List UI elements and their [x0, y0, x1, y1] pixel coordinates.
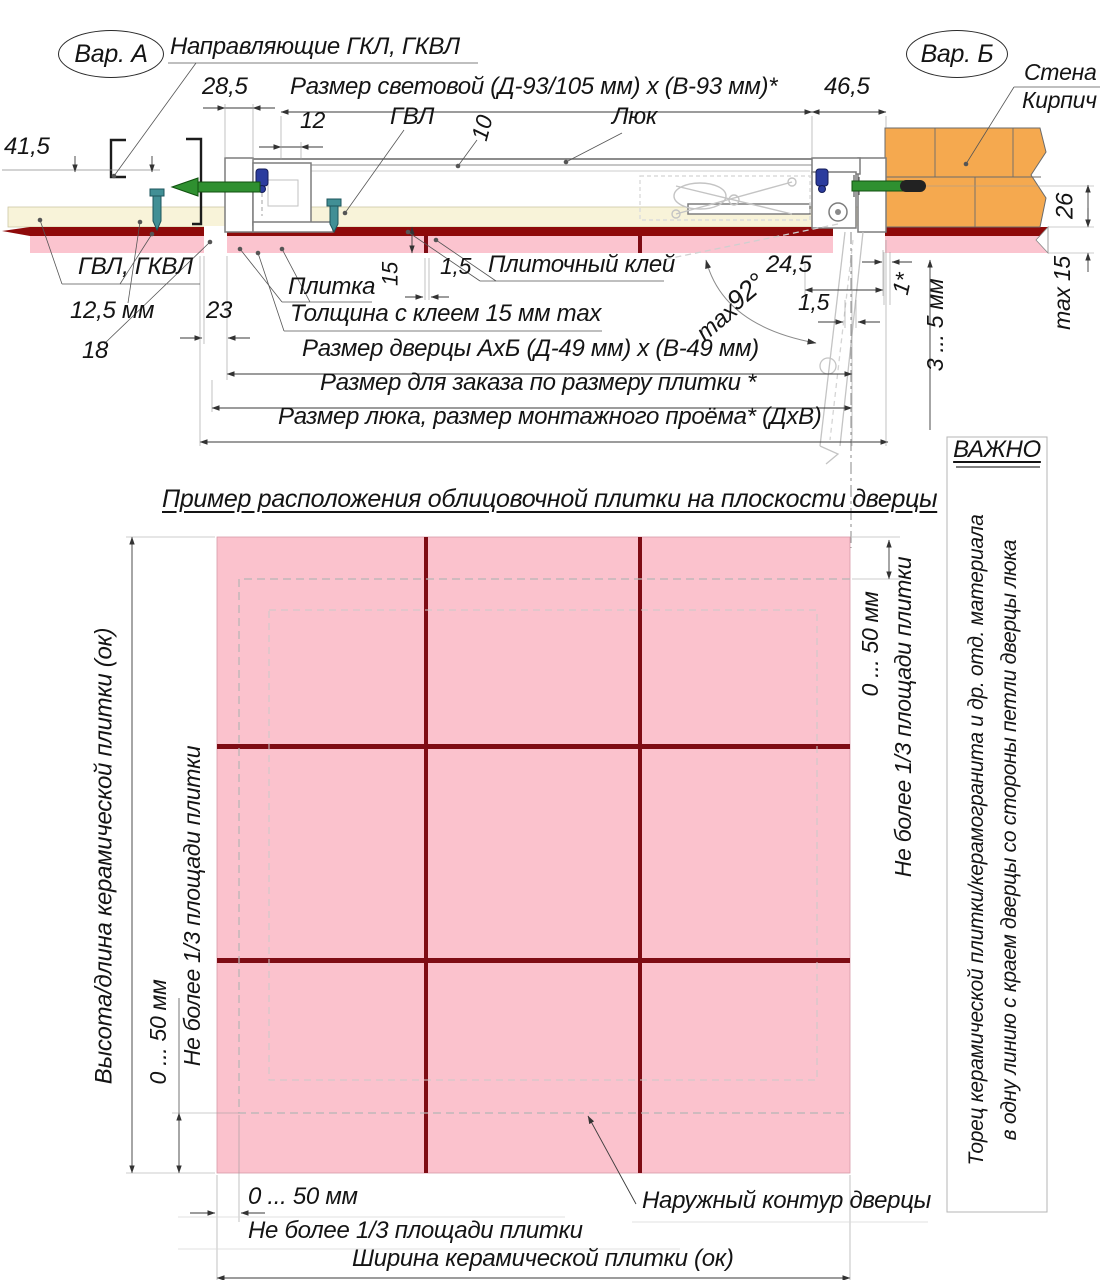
clip-blue [256, 169, 828, 193]
hatch-lid [253, 159, 815, 171]
label-tile-height: Высота/длина керамической плитки (ок) [90, 627, 118, 1085]
dim-41-5: 41,5 [4, 133, 50, 160]
right-dim-1-3: Не более 1/3 площади плитки [889, 556, 916, 878]
dim-3-5-mm: 3 ... 5 мм [921, 278, 948, 372]
dim-clear-size: Размер световой (Д-93/105 мм) х (В-93 мм)* [290, 73, 778, 100]
dim-28-5: 28,5 [202, 73, 248, 100]
right-dim-0-50: 0 ... 50 мм [856, 591, 883, 697]
dim-46-5: 46,5 [824, 73, 870, 100]
dim-12-5-mm: 12,5 мм [70, 297, 155, 324]
dim-15: 15 [377, 262, 403, 286]
dim-24-5: 24,5 [766, 251, 812, 278]
dim-18: 18 [82, 337, 109, 364]
dim-10: 10 [466, 112, 498, 144]
tile-joint-vertical [424, 537, 428, 1173]
tile-gap-lock-side [204, 226, 227, 254]
adhesive-layer [2, 227, 1048, 236]
dim-92-max: max [691, 297, 743, 347]
dim-1-5-gap: 1,5 [798, 289, 830, 315]
dim-1-star: 1* [887, 270, 917, 298]
label-tile-glue: Плиточный клей [488, 251, 675, 278]
anchor-tip [900, 180, 926, 192]
label-guides: Направляющие ГКЛ, ГКВЛ [170, 33, 460, 60]
dim-12: 12 [300, 107, 325, 133]
dim-1-5-joint: 1,5 [440, 253, 472, 279]
important-line-2: в одну линию с краем дверцы со стороны петли дверцы люка [997, 539, 1021, 1141]
tile-joint-vertical [638, 537, 642, 1173]
dim-max-15: max 15 [1048, 256, 1075, 330]
tile-joint-horizontal [217, 744, 850, 749]
label-tile: Плитка [288, 273, 376, 300]
dim-26: 26 [1051, 192, 1079, 220]
label-tile-width: Ширина керамической плитки (ок) [352, 1245, 734, 1272]
tile-joint-horizontal [217, 958, 850, 963]
dim-door-size: Размер дверцы АхБ (Д-49 мм) х (В-49 мм) [302, 335, 759, 362]
bottom-dim-1-3: Не более 1/3 площади плитки [248, 1217, 583, 1244]
important-line-1: Торец керамической плитки/керамогранита и др. отд. материала [964, 514, 988, 1166]
dim-23: 23 [206, 297, 233, 324]
important-title: ВАЖНО [953, 436, 1041, 463]
callout-var-b: Вар. Б [906, 30, 1008, 78]
bottom-dim-0-50: 0 ... 50 мм [248, 1183, 358, 1210]
label-brick: Кирпич [1022, 87, 1097, 113]
dim-92-deg: 92° [720, 267, 771, 317]
brick-wall [885, 128, 1046, 227]
tile-grid [217, 537, 850, 1173]
label-gvl: ГВЛ [390, 103, 435, 130]
label-thickness: Толщина с клеем 15 мм max [290, 300, 602, 327]
label-door-contour: Наружный контур дверцы [642, 1187, 932, 1214]
label-hatch: Люк [612, 103, 657, 130]
dim-hatch-size: Размер люка, размер монтажного проёма* (ДхВ) [278, 403, 822, 430]
left-dim-0-50: 0 ... 50 мм [144, 979, 171, 1085]
left-dim-1-3: Не более 1/3 площади плитки [178, 745, 205, 1067]
tile-figure-title: Пример расположения облицовочной плитки на плоскости дверцы [162, 485, 938, 513]
dim-order-size: Размер для заказа по размеру плитки * [320, 369, 757, 396]
label-gvl-gkvl: ГВЛ, ГКВЛ [78, 253, 193, 280]
callout-var-a: Вар. А [58, 30, 164, 78]
label-wall: Стена [1024, 59, 1097, 85]
